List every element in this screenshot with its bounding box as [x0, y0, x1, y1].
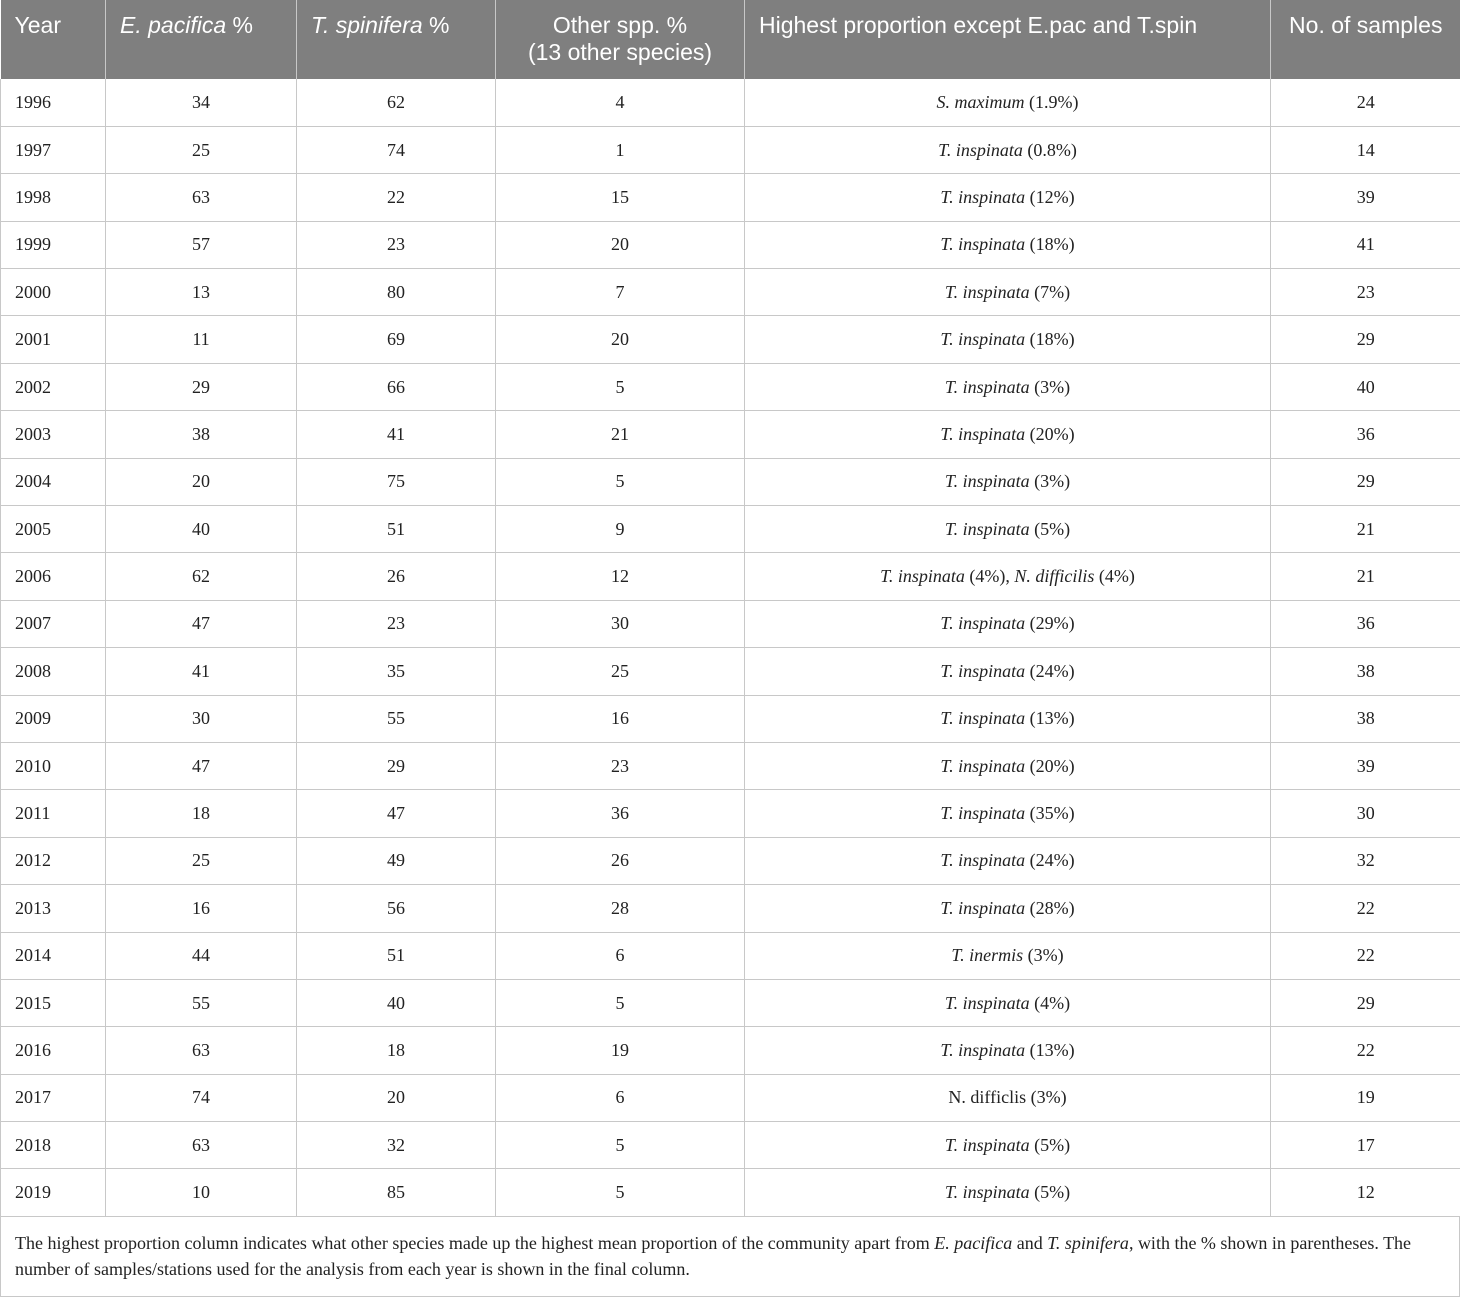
cell-other-spp: 16 [496, 695, 745, 742]
cell-e-pacifica: 44 [106, 932, 297, 979]
cell-e-pacifica: 57 [106, 221, 297, 268]
cell-no-of-samples: 39 [1271, 742, 1460, 789]
cell-no-of-samples: 41 [1271, 221, 1460, 268]
cell-e-pacifica: 13 [106, 269, 297, 316]
cell-t-spinifera: 75 [297, 458, 496, 505]
header-year: Year [1, 0, 106, 79]
cell-highest-proportion: T. inspinata (5%) [745, 1169, 1271, 1216]
cell-other-spp: 19 [496, 1027, 745, 1074]
cell-highest-proportion: T. inspinata (7%) [745, 269, 1271, 316]
cell-t-spinifera: 62 [297, 79, 496, 126]
cell-e-pacifica: 47 [106, 742, 297, 789]
cell-highest-proportion: T. inspinata (24%) [745, 837, 1271, 884]
cell-other-spp: 20 [496, 316, 745, 363]
table-row [1, 363, 1460, 410]
cell-t-spinifera: 35 [297, 648, 496, 695]
cell-e-pacifica: 25 [106, 126, 297, 173]
table-row [1, 790, 1460, 837]
cell-year: 1999 [1, 221, 106, 268]
cell-other-spp: 1 [496, 126, 745, 173]
cell-no-of-samples: 36 [1271, 411, 1460, 458]
cell-highest-proportion: T. inspinata (3%) [745, 458, 1271, 505]
table-row [1, 269, 1460, 316]
cell-t-spinifera: 51 [297, 932, 496, 979]
cell-other-spp: 25 [496, 648, 745, 695]
cell-year: 1998 [1, 174, 106, 221]
cell-no-of-samples: 40 [1271, 363, 1460, 410]
table-row [1, 411, 1460, 458]
table-row [1, 648, 1460, 695]
table-row [1, 1122, 1460, 1169]
cell-no-of-samples: 23 [1271, 269, 1460, 316]
cell-t-spinifera: 26 [297, 553, 496, 600]
cell-e-pacifica: 63 [106, 1122, 297, 1169]
cell-year: 2001 [1, 316, 106, 363]
cell-other-spp: 5 [496, 979, 745, 1026]
cell-e-pacifica: 30 [106, 695, 297, 742]
table-row [1, 742, 1460, 789]
cell-t-spinifera: 40 [297, 979, 496, 1026]
cell-other-spp: 21 [496, 411, 745, 458]
cell-highest-proportion: T. inspinata (5%) [745, 506, 1271, 553]
table-row [1, 458, 1460, 505]
cell-t-spinifera: 51 [297, 506, 496, 553]
cell-no-of-samples: 30 [1271, 790, 1460, 837]
cell-year: 2000 [1, 269, 106, 316]
table-row [1, 506, 1460, 553]
cell-e-pacifica: 63 [106, 174, 297, 221]
cell-no-of-samples: 19 [1271, 1074, 1460, 1121]
table-row [1, 553, 1460, 600]
cell-year: 2009 [1, 695, 106, 742]
cell-e-pacifica: 29 [106, 363, 297, 410]
cell-highest-proportion: T. inspinata (0.8%) [745, 126, 1271, 173]
cell-other-spp: 5 [496, 1169, 745, 1216]
cell-t-spinifera: 20 [297, 1074, 496, 1121]
table-row [1, 837, 1460, 884]
cell-no-of-samples: 29 [1271, 316, 1460, 363]
cell-e-pacifica: 55 [106, 979, 297, 1026]
cell-t-spinifera: 41 [297, 411, 496, 458]
cell-other-spp: 5 [496, 363, 745, 410]
cell-other-spp: 5 [496, 1122, 745, 1169]
cell-no-of-samples: 17 [1271, 1122, 1460, 1169]
cell-highest-proportion: T. inspinata (5%) [745, 1122, 1271, 1169]
table-row [1, 979, 1460, 1026]
table-row [1, 1074, 1460, 1121]
cell-no-of-samples: 38 [1271, 648, 1460, 695]
cell-no-of-samples: 29 [1271, 979, 1460, 1026]
cell-t-spinifera: 23 [297, 221, 496, 268]
cell-no-of-samples: 39 [1271, 174, 1460, 221]
cell-e-pacifica: 20 [106, 458, 297, 505]
cell-e-pacifica: 63 [106, 1027, 297, 1074]
cell-e-pacifica: 38 [106, 411, 297, 458]
cell-year: 2013 [1, 885, 106, 932]
cell-no-of-samples: 12 [1271, 1169, 1460, 1216]
cell-t-spinifera: 80 [297, 269, 496, 316]
cell-e-pacifica: 16 [106, 885, 297, 932]
cell-no-of-samples: 32 [1271, 837, 1460, 884]
cell-year: 2012 [1, 837, 106, 884]
cell-highest-proportion: T. inspinata (35%) [745, 790, 1271, 837]
cell-e-pacifica: 18 [106, 790, 297, 837]
cell-year: 2011 [1, 790, 106, 837]
cell-e-pacifica: 40 [106, 506, 297, 553]
cell-t-spinifera: 32 [297, 1122, 496, 1169]
cell-no-of-samples: 21 [1271, 506, 1460, 553]
cell-year: 2019 [1, 1169, 106, 1216]
cell-no-of-samples: 14 [1271, 126, 1460, 173]
cell-no-of-samples: 38 [1271, 695, 1460, 742]
cell-year: 2010 [1, 742, 106, 789]
cell-highest-proportion: T. inspinata (20%) [745, 742, 1271, 789]
header-t-spinifera: T. spinifera % [297, 0, 496, 79]
cell-e-pacifica: 25 [106, 837, 297, 884]
table-row [1, 932, 1460, 979]
table-row [1, 174, 1460, 221]
table-header [1, 0, 1460, 79]
cell-t-spinifera: 49 [297, 837, 496, 884]
cell-highest-proportion: T. inspinata (28%) [745, 885, 1271, 932]
cell-other-spp: 26 [496, 837, 745, 884]
cell-t-spinifera: 18 [297, 1027, 496, 1074]
cell-t-spinifera: 22 [297, 174, 496, 221]
cell-year: 2006 [1, 553, 106, 600]
cell-highest-proportion: T. inspinata (24%) [745, 648, 1271, 695]
cell-highest-proportion: T. inspinata (4%), N. difficilis (4%) [745, 553, 1271, 600]
cell-no-of-samples: 22 [1271, 1027, 1460, 1074]
cell-t-spinifera: 56 [297, 885, 496, 932]
cell-no-of-samples: 22 [1271, 885, 1460, 932]
cell-highest-proportion: T. inspinata (4%) [745, 979, 1271, 1026]
cell-t-spinifera: 23 [297, 600, 496, 647]
cell-other-spp: 6 [496, 1074, 745, 1121]
table-row [1, 79, 1460, 126]
cell-highest-proportion: T. inspinata (20%) [745, 411, 1271, 458]
cell-highest-proportion: T. inspinata (18%) [745, 221, 1271, 268]
table-body [1, 79, 1460, 1216]
cell-highest-proportion: T. inspinata (18%) [745, 316, 1271, 363]
cell-t-spinifera: 29 [297, 742, 496, 789]
table-row [1, 600, 1460, 647]
cell-no-of-samples: 24 [1271, 79, 1460, 126]
cell-t-spinifera: 74 [297, 126, 496, 173]
cell-year: 2008 [1, 648, 106, 695]
cell-year: 2003 [1, 411, 106, 458]
table-footnote: The highest proportion column indicates what other species made up the highest mean proportion of the community apart from E. pacifica and T. spinifera, with the % shown in parentheses. The number of samples/stations used for the analysis from each year is shown in the final column. [0, 1217, 1460, 1297]
cell-highest-proportion: T. inermis (3%) [745, 932, 1271, 979]
cell-no-of-samples: 36 [1271, 600, 1460, 647]
cell-other-spp: 23 [496, 742, 745, 789]
cell-e-pacifica: 47 [106, 600, 297, 647]
cell-t-spinifera: 85 [297, 1169, 496, 1216]
table-row [1, 126, 1460, 173]
cell-other-spp: 15 [496, 174, 745, 221]
table-row [1, 1027, 1460, 1074]
cell-e-pacifica: 34 [106, 79, 297, 126]
cell-year: 1996 [1, 79, 106, 126]
cell-no-of-samples: 29 [1271, 458, 1460, 505]
header-no-of-samples: No. of samples [1271, 0, 1460, 79]
cell-year: 2014 [1, 932, 106, 979]
cell-e-pacifica: 41 [106, 648, 297, 695]
cell-other-spp: 9 [496, 506, 745, 553]
cell-other-spp: 36 [496, 790, 745, 837]
cell-highest-proportion: S. maximum (1.9%) [745, 79, 1271, 126]
cell-highest-proportion: T. inspinata (13%) [745, 1027, 1271, 1074]
cell-year: 2005 [1, 506, 106, 553]
cell-year: 2018 [1, 1122, 106, 1169]
cell-other-spp: 12 [496, 553, 745, 600]
cell-year: 2017 [1, 1074, 106, 1121]
cell-other-spp: 6 [496, 932, 745, 979]
cell-e-pacifica: 74 [106, 1074, 297, 1121]
cell-highest-proportion: T. inspinata (29%) [745, 600, 1271, 647]
cell-year: 2002 [1, 363, 106, 410]
header-highest-proportion: Highest proportion except E.pac and T.spin [745, 0, 1271, 79]
cell-other-spp: 7 [496, 269, 745, 316]
header-other-spp: Other spp. % (13 other species) [496, 0, 745, 79]
cell-t-spinifera: 69 [297, 316, 496, 363]
cell-no-of-samples: 22 [1271, 932, 1460, 979]
table-row [1, 885, 1460, 932]
table-row [1, 1169, 1460, 1216]
cell-other-spp: 20 [496, 221, 745, 268]
cell-no-of-samples: 21 [1271, 553, 1460, 600]
cell-other-spp: 28 [496, 885, 745, 932]
cell-year: 2004 [1, 458, 106, 505]
cell-e-pacifica: 10 [106, 1169, 297, 1216]
cell-t-spinifera: 66 [297, 363, 496, 410]
cell-highest-proportion: T. inspinata (3%) [745, 363, 1271, 410]
cell-other-spp: 5 [496, 458, 745, 505]
cell-t-spinifera: 47 [297, 790, 496, 837]
cell-t-spinifera: 55 [297, 695, 496, 742]
table-row [1, 316, 1460, 363]
cell-year: 1997 [1, 126, 106, 173]
cell-other-spp: 4 [496, 79, 745, 126]
cell-highest-proportion: T. inspinata (12%) [745, 174, 1271, 221]
cell-year: 2015 [1, 979, 106, 1026]
cell-e-pacifica: 62 [106, 553, 297, 600]
cell-year: 2016 [1, 1027, 106, 1074]
cell-highest-proportion: N. difficlis (3%) [745, 1074, 1271, 1121]
cell-other-spp: 30 [496, 600, 745, 647]
table-row [1, 221, 1460, 268]
cell-highest-proportion: T. inspinata (13%) [745, 695, 1271, 742]
cell-e-pacifica: 11 [106, 316, 297, 363]
cell-year: 2007 [1, 600, 106, 647]
header-e-pacifica: E. pacifica % [106, 0, 297, 79]
table-row [1, 695, 1460, 742]
